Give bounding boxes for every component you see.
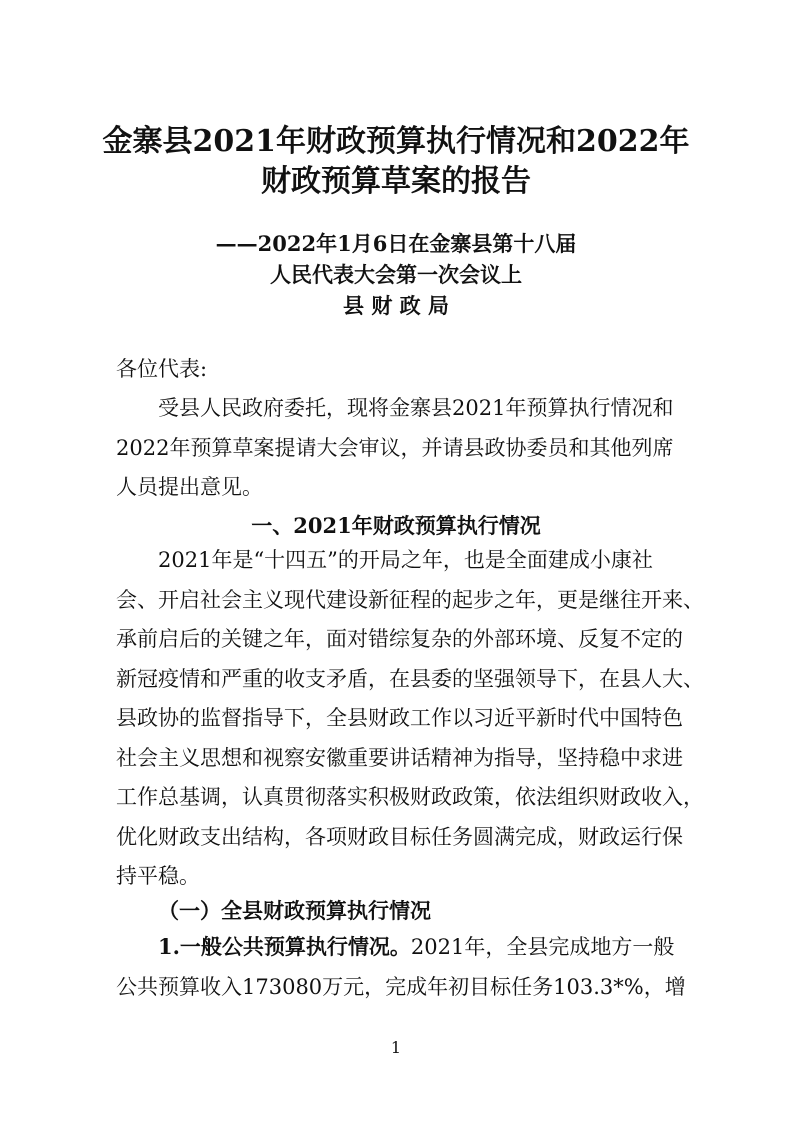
- subtitle-date-line: ——2022年1月6日在金寨县第十八届: [215, 231, 577, 256]
- body-line: 承前启后的关键之年，面对错综复杂的外部环境、反复不定的: [116, 627, 683, 651]
- item-1-line-1: [116, 927, 686, 968]
- item-1-line-2: 公共预算收入173080万元，完成年初目标任务103.3*%，增: [116, 974, 686, 999]
- body-line: 工作总基调，认真贯彻落实积极财政政策，依法组织财政收入，: [116, 785, 704, 809]
- intro-paragraph: [116, 389, 686, 508]
- salutation-text: 各位代表:: [116, 357, 208, 381]
- body-line: 2021年是“十四五”的开局之年，也是全面建成小康社: [158, 548, 653, 572]
- item-1-lead: 1.一般公共预算执行情况。: [158, 934, 411, 959]
- salutation: [116, 350, 686, 390]
- section-heading-1: 一、2021年财政预算执行情况: [251, 513, 541, 538]
- subsection-heading: （一）全县财政预算执行情况: [158, 898, 431, 923]
- intro-line: 人员提出意见。: [116, 475, 263, 499]
- intro-line: 2022年预算草案提请大会审议，并请县政协委员和其他列席: [116, 435, 674, 460]
- body-line: 县政协的监督指导下，全县财政工作以习近平新时代中国特色: [116, 706, 683, 730]
- body-line: 持平稳。: [116, 864, 200, 888]
- report-title-line-2: 财政预算草案的报告: [261, 164, 531, 199]
- item-1-line-1-rest: 2021年，全县完成地方一般: [410, 935, 675, 959]
- body-line: 优化财政支出结构，各项财政目标任务圆满完成，财政运行保: [116, 824, 683, 849]
- report-title-line-1: 金寨县2021年财政预算执行情况和2022年: [102, 124, 690, 159]
- body-line: 社会主义思想和视察安徽重要讲话精神为指导，坚持稳中求进: [116, 745, 683, 770]
- body-line: 新冠疫情和严重的收支矛盾，在县委的坚强领导下，在县人大、: [116, 666, 704, 691]
- subtitle-meeting-line: 人民代表大会第一次会议上: [270, 262, 522, 287]
- body-paragraph: [116, 541, 704, 897]
- page-number: 1: [390, 1038, 402, 1057]
- body-line: 会、开启社会主义现代建设新征程的起步之年，更是继往开来、: [116, 587, 704, 612]
- subtitle-author: 县 财 政 局: [343, 293, 449, 318]
- intro-line: 受县人民政府委托，现将金寨县2021年预算执行情况和: [158, 396, 674, 420]
- item-1-paragraph: [116, 927, 686, 1007]
